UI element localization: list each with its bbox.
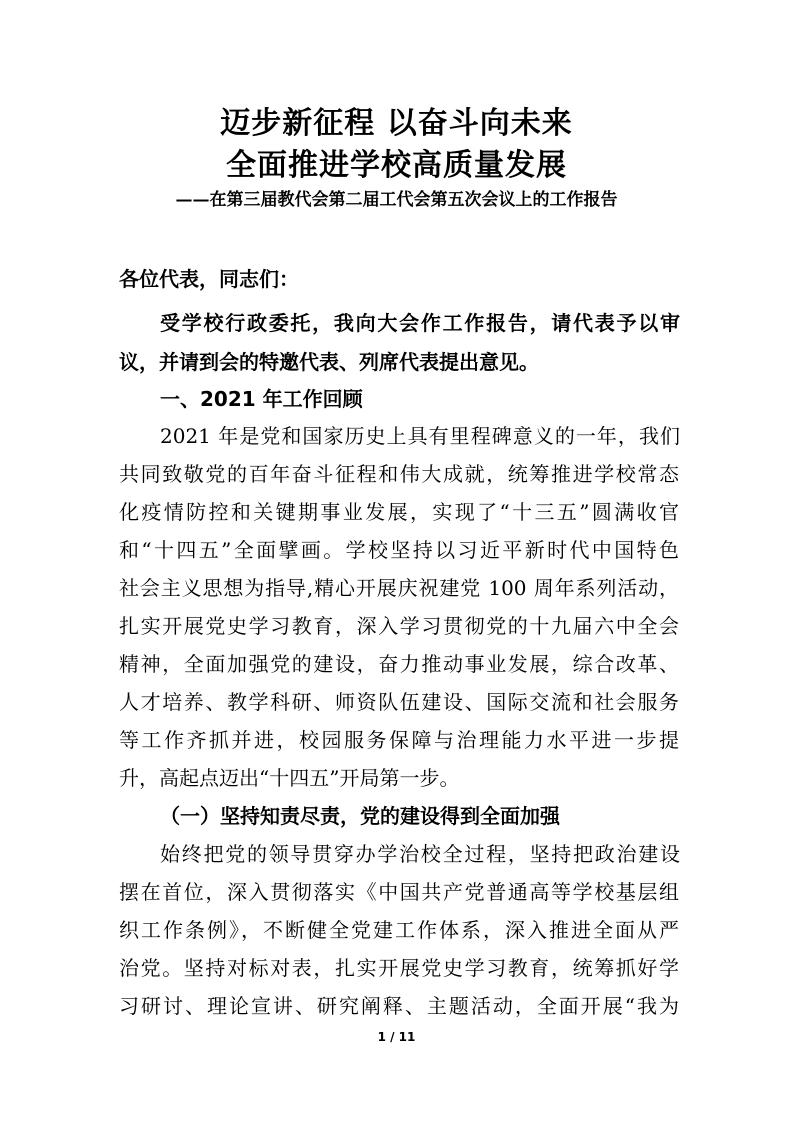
paragraph-line: 摆在首位，深入贯彻落实《中国共产党普通高等学校基层组: [119, 880, 679, 904]
paragraph-line: 精神，全面加强党的建设，奋力推动事业发展，综合改革、: [119, 652, 679, 676]
paragraph-line: 治党。坚持对标对表，扎实开展党史学习教育，统筹抓好学: [119, 956, 679, 980]
page-indicator: 1 / 11: [377, 1030, 416, 1044]
intro-line: 议，并请到会的特邀代表、列席代表提出意见。: [119, 350, 539, 374]
paragraph-line: 社会主义思想为指导,精心开展庆祝建党 100 周年系列活动，: [119, 576, 679, 600]
paragraph-line: 扎实开展党史学习教育，深入学习贯彻党的十九届六中全会: [119, 614, 679, 638]
document-title-line2: 全面推进学校高质量发展: [226, 148, 567, 183]
paragraph-line: 等工作齐抓并进，校园服务保障与治理能力水平进一步提: [119, 728, 679, 752]
paragraph-line: 习研讨、理论宣讲、研究阐释、主题活动，全面开展“我为: [119, 994, 679, 1018]
document-title-line1: 迈步新征程 以奋斗向未来: [220, 106, 573, 141]
paragraph-line: 始终把党的领导贯穿办学治校全过程，坚持把政治建设: [160, 842, 680, 866]
paragraph-line: 共同致敬党的百年奋斗征程和伟大成就，统筹推进学校常态: [119, 462, 679, 486]
section-heading: 一、2021 年工作回顾: [160, 387, 363, 411]
paragraph-line: 2021 年是党和国家历史上具有里程碑意义的一年，我们: [160, 424, 680, 448]
paragraph-line: 化疫情防控和关键期事业发展，实现了“十三五”圆满收官: [119, 500, 679, 524]
paragraph-line: 织工作条例》，不断健全党建工作体系，深入推进全面从严: [119, 918, 679, 942]
paragraph-line: 人才培养、教学科研、师资队伍建设、国际交流和社会服务: [119, 690, 679, 714]
intro-line: 受学校行政委托，我向大会作工作报告，请代表予以审: [160, 311, 680, 335]
document-subtitle: ——在第三届教代会第二届工代会第五次会议上的工作报告: [175, 190, 618, 210]
paragraph-line: 和“十四五”全面擘画。学校坚持以习近平新时代中国特色: [119, 538, 679, 562]
subsection-heading: （一）坚持知责尽责，党的建设得到全面加强: [160, 804, 560, 828]
paragraph-line: 升，高起点迈出“十四五”开局第一步。: [119, 766, 460, 790]
salutation: 各位代表，同志们：: [119, 267, 299, 291]
